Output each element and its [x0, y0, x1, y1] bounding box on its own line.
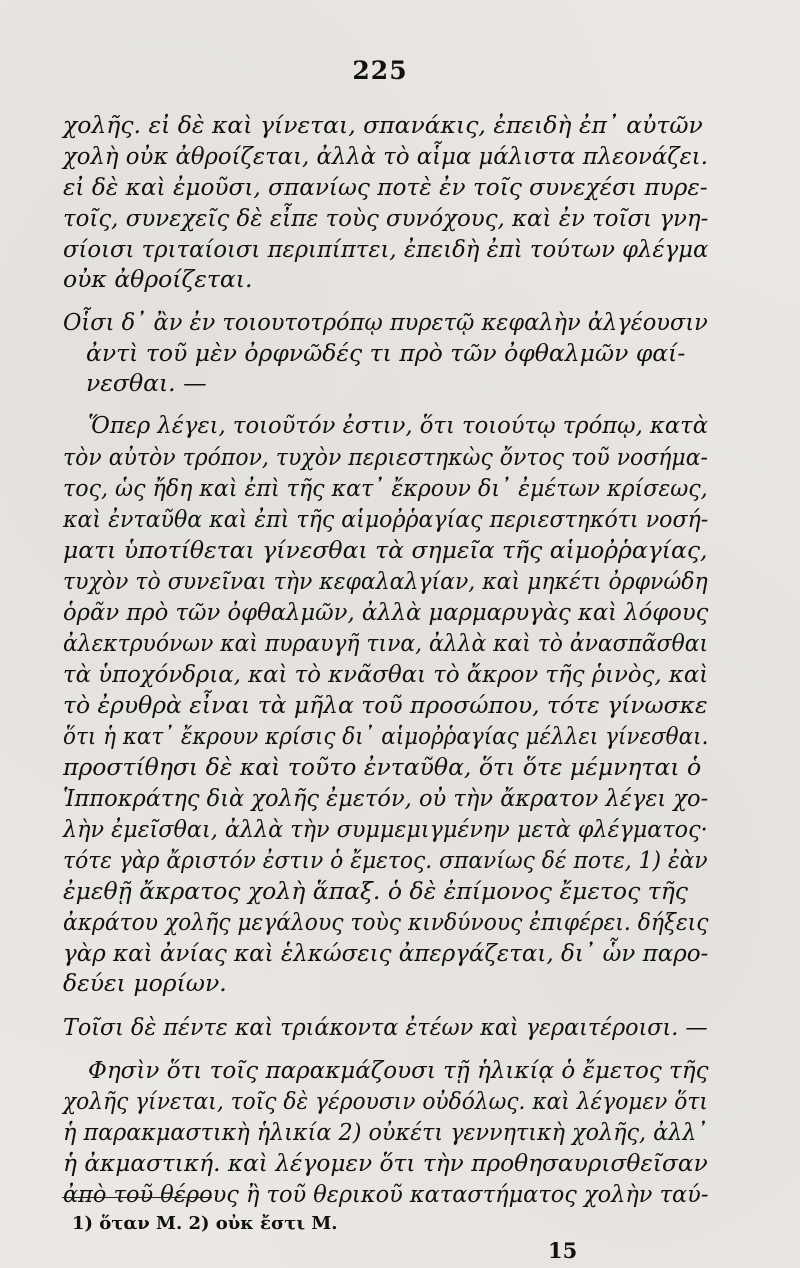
- text-line: καὶ ἐνταῦθα καὶ ἐπὶ τῆς αἱμοῤῥαγίας περιεστηκότι νοσή-: [63, 505, 709, 533]
- text-line: χολῆς γίνεται, τοῖς δὲ γέρουσιν οὐδόλως. καὶ λέγομεν ὅτι: [63, 1087, 708, 1115]
- text-line: ματι ὑποτίθεται γίνεσθαι τὰ σημεῖα τῆς αἱμοῤῥαγίας,: [63, 536, 708, 564]
- text-line: ὁρᾶν πρὸ τῶν ὀφθαλμῶν, ἀλλὰ μαρμαρυγὰς καὶ λόφους: [63, 598, 709, 626]
- text-line: προστίθησι δὲ καὶ τοῦτο ἐνταῦθα, ὅτι ὅτε μέμνηται ὁ: [63, 753, 702, 781]
- text-line: οὐκ ἀθροίζεται.: [63, 265, 253, 293]
- text-line: τότε γὰρ ἄριστόν ἐστιν ὁ ἔμετος. σπανίως δέ ποτε, 1) ἐὰν: [63, 846, 708, 874]
- text-line: σίοισι τριταίοισι περιπίπτει, ἐπειδὴ ἐπὶ τούτων φλέγμα: [63, 235, 709, 263]
- text-line: ἐμεθῇ ἄκρατος χολὴ ἅπαξ. ὁ δὲ ἐπίμονος ἔμετος τῆς: [63, 877, 688, 905]
- heading-line: ἀντὶ τοῦ μὲν ὀρφνῶδές τι πρὸ τῶν ὀφθαλμῶν φαί-: [86, 339, 686, 367]
- footnote: 1) ὅταν Μ. 2) οὐκ ἔστι Μ.: [72, 1213, 338, 1234]
- text-line: ἀλεκτρυόνων καὶ πυραυγῆ τινα, ἀλλὰ καὶ τὸ ἀνασπᾶσθαι: [63, 629, 709, 657]
- text-line: χολὴ οὐκ ἀθροίζεται, ἀλλὰ τὸ αἷμα μάλιστα πλεονάζει.: [63, 142, 708, 170]
- text-line: ἀπὸ τοῦ θέρους ἢ τοῦ θερικοῦ καταστήματος χολὴν ταύ-: [63, 1180, 709, 1208]
- text-line: τὰ ὑποχόνδρια, καὶ τὸ κνᾶσθαι τὸ ἄκρον τῆς ῥινὸς, καὶ: [63, 660, 709, 688]
- heading-line: Οἷσι δ᾽ ἂν ἐν τοιουτοτρόπῳ πυρετῷ κεφαλὴν ἀλγέουσιν: [63, 308, 708, 336]
- text-line: χολῆς. εἰ δὲ καὶ γίνεται, σπανάκις, ἐπειδὴ ἐπ᾽ αὐτῶν: [63, 111, 703, 139]
- text-line: τὸν αὐτὸν τρόπον, τυχὸν περιεστηκὼς ὄντος τοῦ νοσήμα-: [63, 443, 708, 471]
- heading-line: Τοῖσι δὲ πέντε καὶ τριάκοντα ἐτέων καὶ γεραιτέροισι. —: [63, 1013, 708, 1041]
- text-line: ἡ παρακμαστικὴ ἡλικία 2) οὐκέτι γεννητικὴ χολῆς, ἀλλ᾽: [63, 1118, 708, 1146]
- text-line: δεύει μορίων.: [63, 969, 227, 997]
- footnote-divider: [62, 1197, 212, 1198]
- text-line: ἀκράτου χολῆς μεγάλους τοὺς κινδύνους ἐπιφέρει. δήξεις: [63, 908, 709, 936]
- text-line: Ὅπερ λέγει, τοιοῦτόν ἐστιν, ὅτι τοιούτῳ τρόπῳ, κατὰ: [88, 411, 709, 439]
- heading-line: νεσθαι. —: [86, 369, 207, 397]
- signature-mark: 15: [548, 1238, 578, 1263]
- text-line: γὰρ καὶ ἀνίας καὶ ἑλκώσεις ἀπεργάζεται, δι᾽ ὧν παρο-: [63, 939, 709, 967]
- text-line: τὸ ἐρυθρὰ εἶναι τὰ μῆλα τοῦ προσώπου, τότε γίνωσκε: [63, 691, 708, 719]
- text-line: τος, ὡς ἤδη καὶ ἐπὶ τῆς κατ᾽ ἔκρουν δι᾽ ἐμέτων κρίσεως,: [63, 474, 708, 502]
- text-line: ὅτι ἡ κατ᾽ ἔκρουν κρίσις δι᾽ αἱμοῤῥαγίας μέλλει γίνεσθαι.: [63, 722, 709, 750]
- page-number: 225: [352, 56, 408, 85]
- text-line: λὴν ἐμεῖσθαι, ἀλλὰ τὴν συμμεμιγμένην μετὰ φλέγματος·: [63, 815, 708, 843]
- text-line: Φησὶν ὅτι τοῖς παρακμάζουσι τῇ ἡλικίᾳ ὁ ἔμετος τῆς: [88, 1056, 709, 1084]
- text-line: τυχὸν τὸ συνεῖναι τὴν κεφαλαλγίαν, καὶ μηκέτι ὀρφνώδη: [63, 567, 708, 595]
- text-line: ἡ ἀκμαστική. καὶ λέγομεν ὅτι τὴν προθησαυρισθεῖσαν: [63, 1149, 708, 1177]
- text-line: Ἱπποκράτης διὰ χολῆς ἐμετόν, οὐ τὴν ἄκρατον λέγει χο-: [63, 784, 709, 812]
- text-line: εἰ δὲ καὶ ἐμοῦσι, σπανίως ποτὲ ἐν τοῖς συνεχέσι πυρε-: [63, 173, 708, 201]
- text-line: τοῖς, συνεχεῖς δὲ εἶπε τοὺς συνόχους, καὶ ἐν τοῖσι γνη-: [63, 204, 709, 232]
